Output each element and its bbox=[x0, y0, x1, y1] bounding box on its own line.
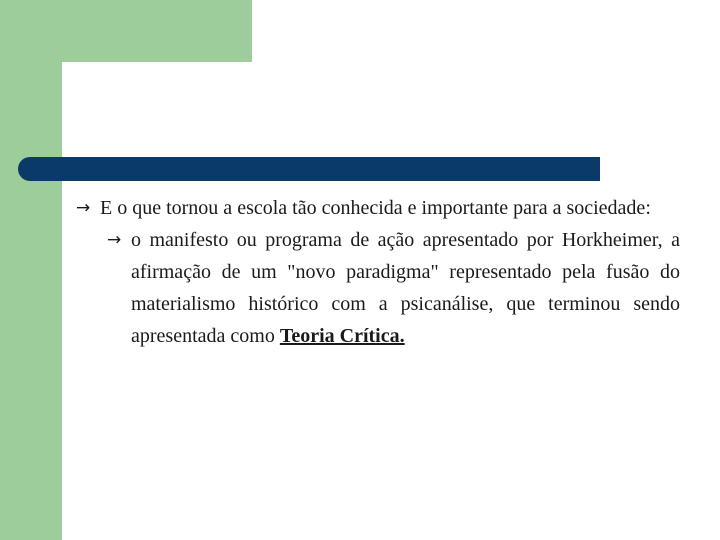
title-bar bbox=[18, 157, 600, 181]
bullet-level2 bbox=[107, 224, 680, 352]
bullet-level2-text: o manifesto ou programa de ação apresentado por Horkheimer, a afirmação de um "novo paradigma" representado pela fusão do materialismo histórico com a psicanálise, que terminou sendo apresentada como bbox=[131, 229, 680, 347]
arrow-bullet-icon: → bbox=[107, 230, 122, 250]
emphasis-teoria-critica: Teoria Crítica. bbox=[279, 325, 405, 347]
slide-content bbox=[76, 192, 680, 352]
bullet-level1 bbox=[76, 192, 680, 224]
arrow-bullet-icon: → bbox=[76, 198, 91, 218]
decorative-green-left-band bbox=[0, 0, 62, 540]
decorative-rounded-corner bbox=[62, 62, 102, 102]
bullet-level1-text: E o que tornou a escola tão conhecida e importante para a sociedade: bbox=[100, 197, 651, 219]
